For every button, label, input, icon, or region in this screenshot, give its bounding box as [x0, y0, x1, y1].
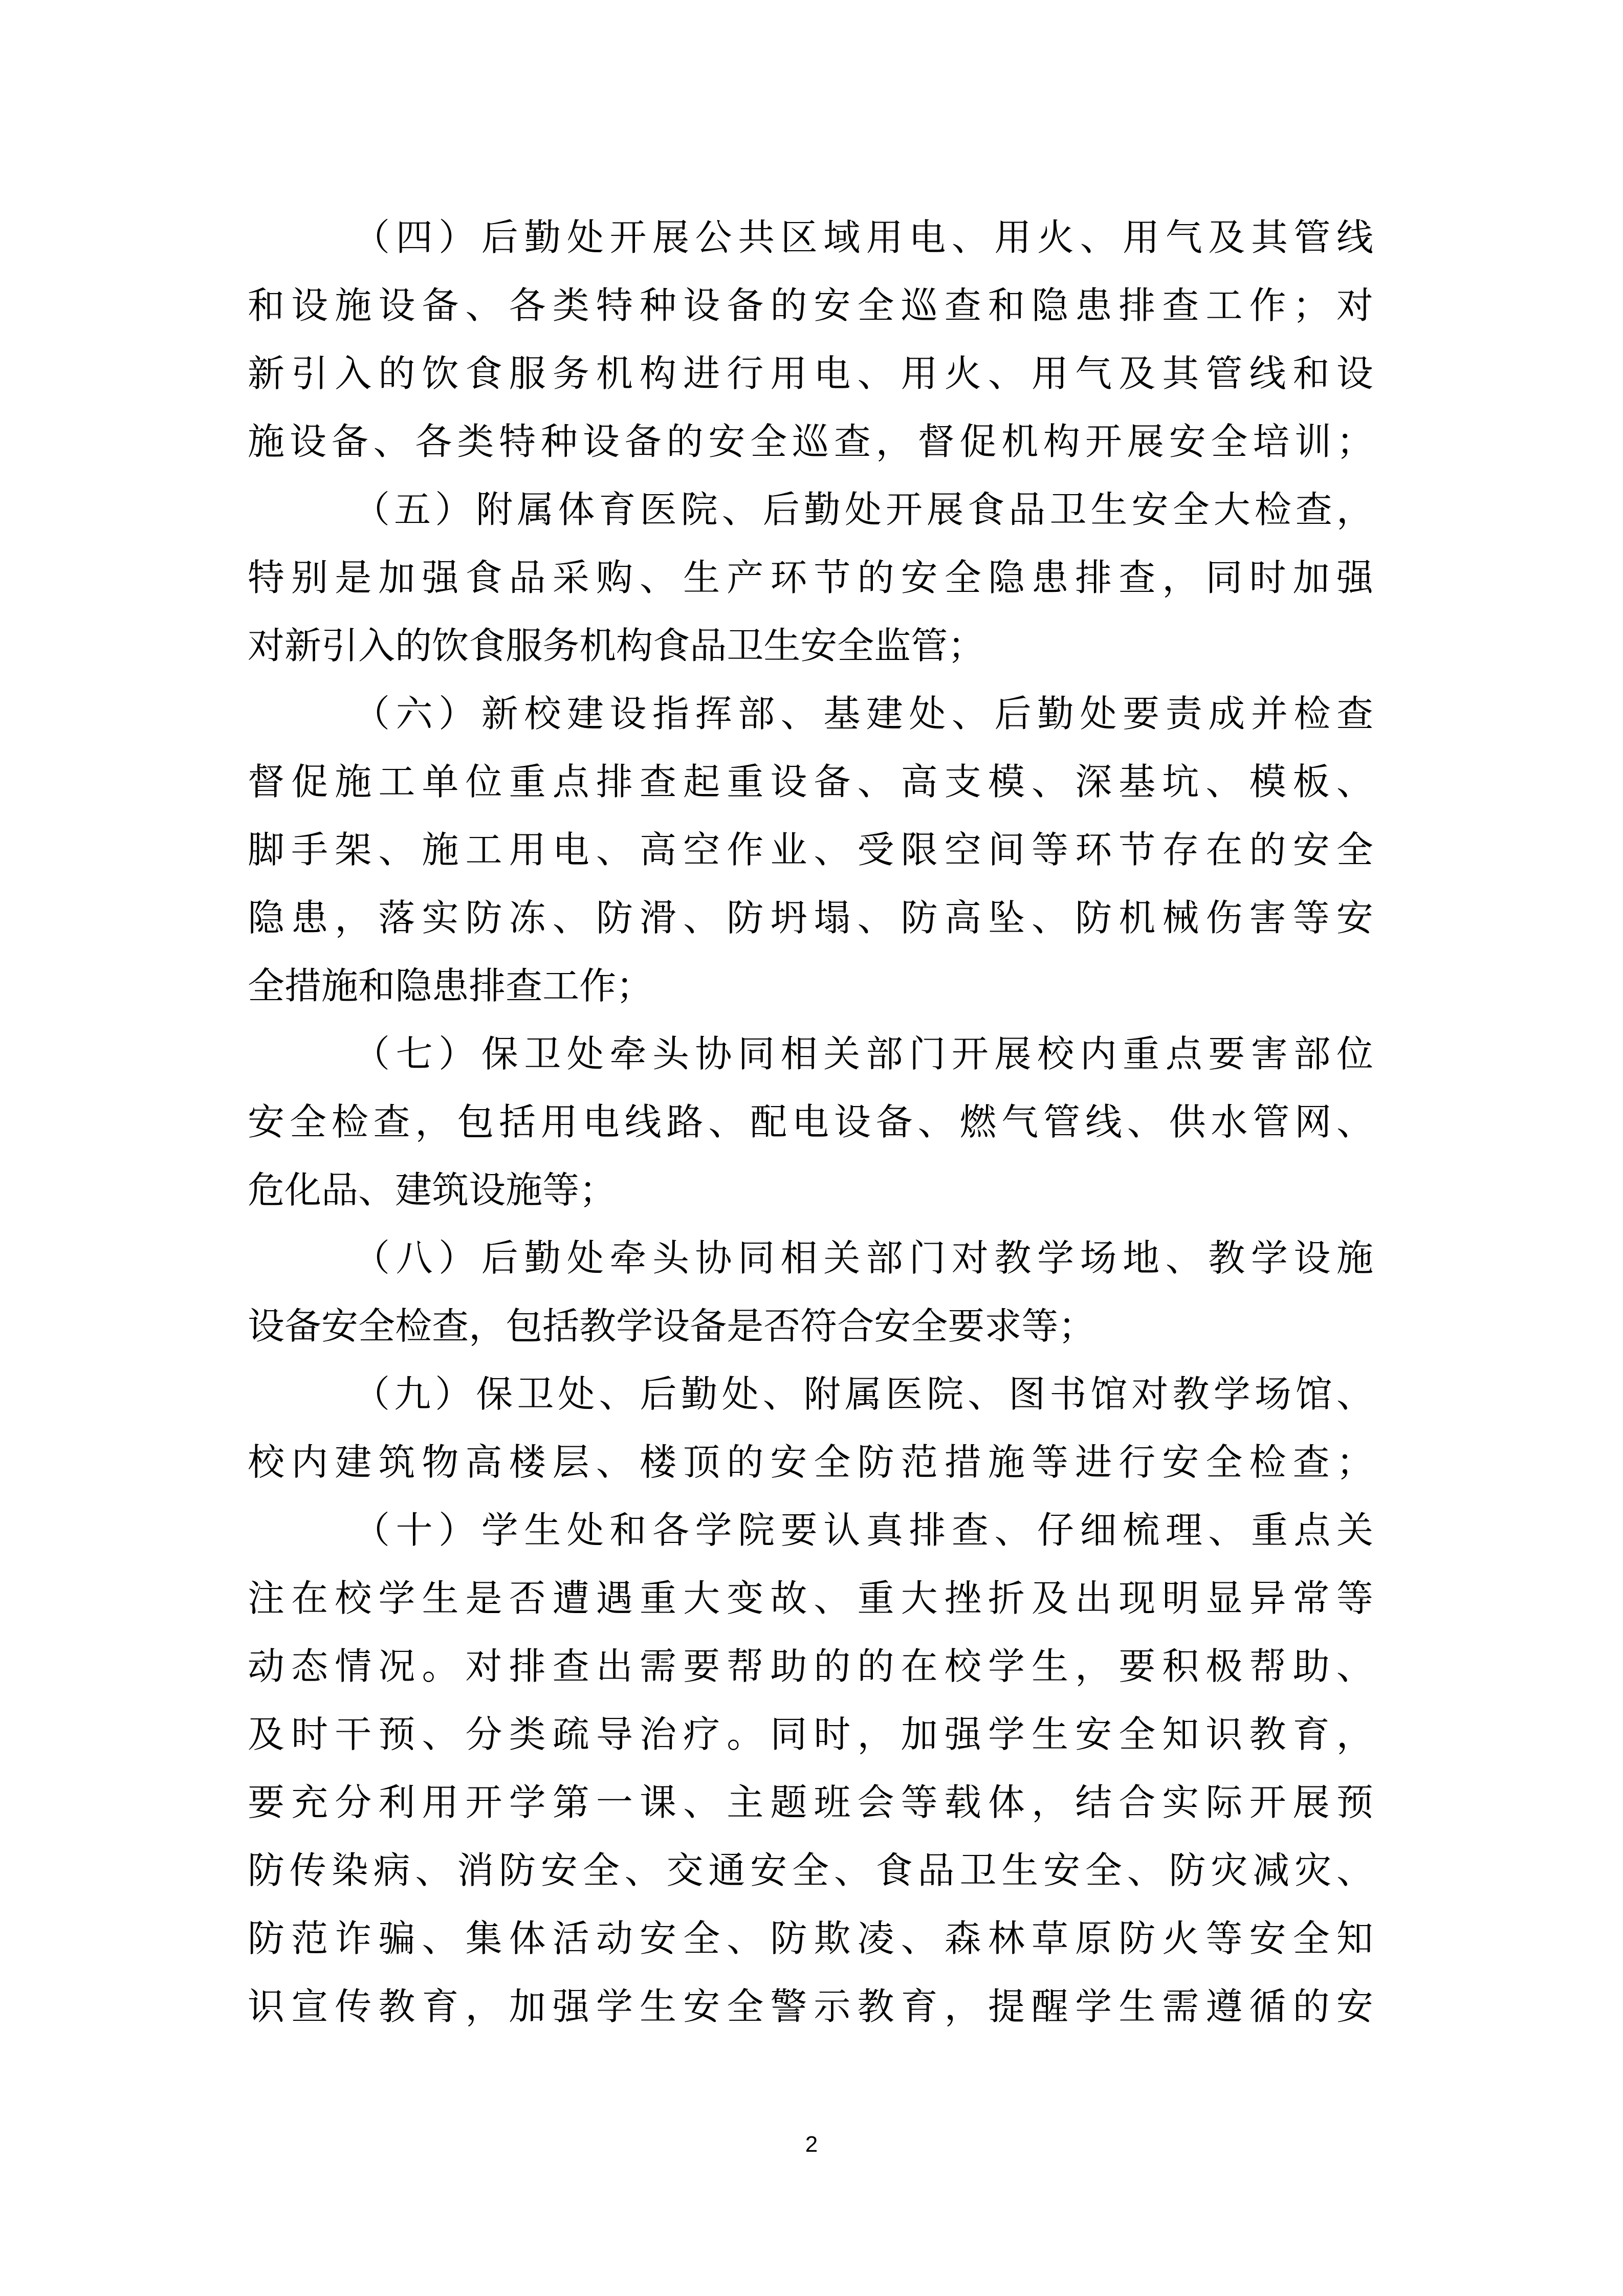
- text-line: 要 充 分 利 用 开 学 第 一 课 、 主 题 班 会 等 载 体 ， 结 合 实 际 开 展 预: [248, 1781, 1373, 1824]
- text-line: 危 化 品 、 建 筑 设 施 等 ；: [248, 1168, 617, 1211]
- text-line: 校 内 建 筑 物 高 楼 层 、 楼 顶 的 安 全 防 范 措 施 等 进 行 安 全 检 查 ；: [248, 1441, 1373, 1484]
- text-line: （ 八 ） 后 勤 处 牵 头 协 同 相 关 部 门 对 教 学 场 地 、 教 学 设 施: [353, 1237, 1373, 1279]
- page-number: 2: [805, 2132, 818, 2157]
- text-line: 注 在 校 学 生 是 否 遭 遇 重 大 变 故 、 重 大 挫 折 及 出 现 明 显 异 常 等: [248, 1577, 1373, 1620]
- text-line: （ 十 ） 学 生 处 和 各 学 院 要 认 真 排 查 、 仔 细 梳 理 、 重 点 关: [353, 1509, 1373, 1552]
- text-line: 识 宣 传 教 育 ， 加 强 学 生 安 全 警 示 教 育 ， 提 醒 学 生 需 遵 循 的 安: [248, 1985, 1373, 2028]
- text-line: 防 传 染 病 、 消 防 安 全 、 交 通 安 全 、 食 品 卫 生 安 全 、 防 灾 减 灾 、: [248, 1849, 1373, 1892]
- text-line: 对 新 引 入 的 饮 食 服 务 机 构 食 品 卫 生 安 全 监 管 ；: [248, 624, 985, 667]
- text-line: 设 备 安 全 检 查 ， 包 括 教 学 设 备 是 否 符 合 安 全 要 求 等 ；: [248, 1305, 1095, 1348]
- text-line: 防 范 诈 骗 、 集 体 活 动 安 全 、 防 欺 凌 、 森 林 草 原 防 火 等 安 全 知: [248, 1917, 1373, 1960]
- text-line: （ 六 ） 新 校 建 设 指 挥 部 、 基 建 处 、 后 勤 处 要 责 成 并 检 查: [353, 692, 1373, 735]
- text-line: （ 五 ） 附 属 体 育 医 院 、 后 勤 处 开 展 食 品 卫 生 安 全 大 检 查 ，: [353, 488, 1373, 531]
- text-line: 及 时 干 预 、 分 类 疏 导 治 疗 。 同 时 ， 加 强 学 生 安 全 知 识 教 育 ，: [248, 1713, 1373, 1756]
- text-line: 脚 手 架 、 施 工 用 电 、 高 空 作 业 、 受 限 空 间 等 环 节 存 在 的 安 全: [248, 828, 1373, 871]
- text-line: 安 全 检 查 ， 包 括 用 电 线 路 、 配 电 设 备 、 燃 气 管 线 、 供 水 管 网 、: [248, 1100, 1373, 1143]
- text-line: 督 促 施 工 单 位 重 点 排 查 起 重 设 备 、 高 支 模 、 深 基 坑 、 模 板 、: [248, 760, 1373, 803]
- text-line: （ 四 ） 后 勤 处 开 展 公 共 区 域 用 电 、 用 火 、 用 气 及 其 管 线: [353, 216, 1373, 259]
- text-line: （ 七 ） 保 卫 处 牵 头 协 同 相 关 部 门 开 展 校 内 重 点 要 害 部 位: [353, 1032, 1373, 1075]
- text-line: 特 别 是 加 强 食 品 采 购 、 生 产 环 节 的 安 全 隐 患 排 查 ， 同 时 加 强: [248, 556, 1373, 599]
- text-line: 全 措 施 和 隐 患 排 查 工 作 ；: [248, 964, 653, 1007]
- text-line: 施 设 备 、 各 类 特 种 设 备 的 安 全 巡 查 ， 督 促 机 构 开 展 安 全 培 训 ；: [248, 420, 1373, 463]
- text-line: 新 引 入 的 饮 食 服 务 机 构 进 行 用 电 、 用 火 、 用 气 及 其 管 线 和 设: [248, 352, 1373, 395]
- text-line: 动 态 情 况 。 对 排 查 出 需 要 帮 助 的 的 在 校 学 生 ， 要 积 极 帮 助 、: [248, 1645, 1373, 1688]
- text-line: 和 设 施 设 备 、 各 类 特 种 设 备 的 安 全 巡 查 和 隐 患 排 查 工 作 ； 对: [248, 284, 1373, 327]
- text-line: 隐 患 ， 落 实 防 冻 、 防 滑 、 防 坍 塌 、 防 高 坠 、 防 机 械 伤 害 等 安: [248, 896, 1373, 939]
- text-line: （ 九 ） 保 卫 处 、 后 勤 处 、 附 属 医 院 、 图 书 馆 对 教 学 场 馆 、: [353, 1373, 1373, 1416]
